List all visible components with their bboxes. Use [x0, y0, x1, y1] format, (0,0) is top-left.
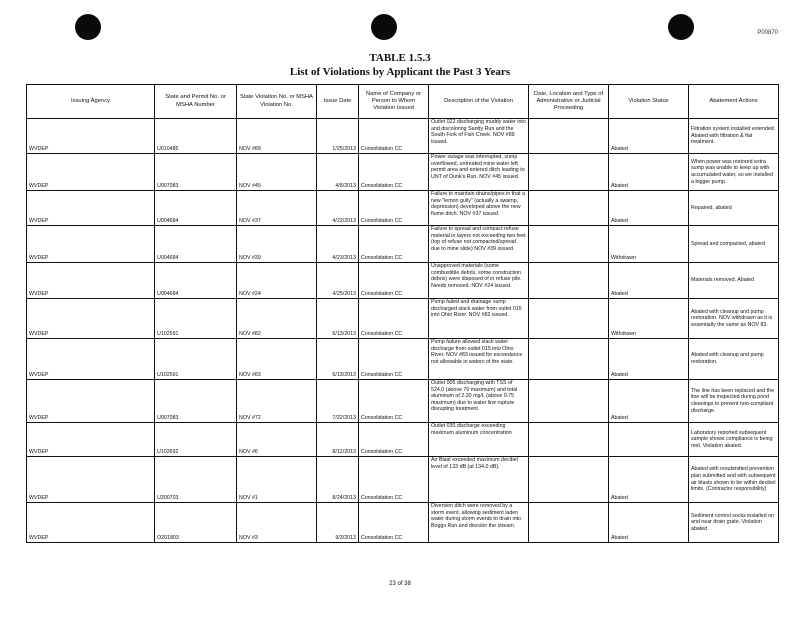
permit-cell: U004684: [155, 226, 237, 263]
company-cell: Consolidation CC: [359, 423, 429, 457]
violation-number-cell: NOV #89: [237, 119, 317, 154]
status-cell: [609, 423, 689, 457]
status-cell: Withdrawn: [609, 226, 689, 263]
permit-cell: U200703: [155, 457, 237, 503]
bates-stamp: P00870: [757, 30, 778, 36]
description-cell: Air Blast exceeded maximum decibel level of 133 dB (at 134.0 dB).: [429, 457, 529, 503]
abatement-cell: Repaired, abated: [689, 191, 779, 226]
abatement-cell: Sediment control socks installed on and near drain grate. Violation abated.: [689, 503, 779, 543]
company-cell: Consolidation CC: [359, 154, 429, 191]
violation-number-cell: NOV #45: [237, 154, 317, 191]
status-cell: Abated: [609, 457, 689, 503]
permit-cell: U010485: [155, 119, 237, 154]
agency-cell: WVDEP: [27, 299, 155, 339]
header-cell: Description of the Violation: [429, 85, 529, 119]
header-cell: State Violation No. or MSHA Violation No.: [237, 85, 317, 119]
violation-number-cell: NOV #82: [237, 299, 317, 339]
abatement-cell: Spread and compacted, abated: [689, 226, 779, 263]
issue-date-cell: 4/22/2013: [317, 191, 359, 226]
abatement-cell: Materials removed. Abated: [689, 263, 779, 299]
permit-cell: U004684: [155, 191, 237, 226]
proceeding-cell: [529, 299, 609, 339]
permit-cell: U004684: [155, 263, 237, 299]
description-cell: Failure to maintain drains/pipes in that a new "lemon gully" (actually a swamp, depression) developed above the new flume ditch. NOV #37 issued.: [429, 191, 529, 226]
violation-number-cell: NOV #39: [237, 226, 317, 263]
proceeding-cell: [529, 380, 609, 423]
status-cell: Abated: [609, 154, 689, 191]
proceeding-cell: [529, 119, 609, 154]
description-cell: Power outage was interrupted, sump overflowed, untreated mine water left permit area and entered ditch leading to UNT of Dunk's Run. NOV #45 issued.: [429, 154, 529, 191]
header-cell: Name of Company or Person to Whom Violation Issued: [359, 85, 429, 119]
violation-number-cell: NOV #1: [237, 457, 317, 503]
table-row: [27, 299, 779, 339]
header-cell: Issuing Agency: [27, 85, 155, 119]
agency-cell: WVDEP: [27, 226, 155, 263]
status-cell: Abated: [609, 380, 689, 423]
agency-cell: WVDEP: [27, 154, 155, 191]
issue-date-cell: 9/3/2013: [317, 503, 359, 543]
permit-cell: O201803: [155, 503, 237, 543]
header-cell: State and Permit No. or MSHA Number: [155, 85, 237, 119]
issue-date-cell: 8/24/2013: [317, 457, 359, 503]
status-cell: Abated: [609, 503, 689, 543]
status-cell: Withdrawn: [609, 299, 689, 339]
description-cell: Pump failure allowed slack water discharge from outlet 015 into Ohio River. NOV #83 issued for exceedance not allowable in waters of the state.: [429, 339, 529, 380]
description-cell: Failure to spread and compact refuse material in layers not exceeding two feet (top of refuse not compacted/spread due to mine slide) NOV #39 issued.: [429, 226, 529, 263]
table-row: [27, 154, 779, 191]
abatement-cell: The line has been replaced and the line will be inspected during pond cleanings to prevent non-compliant discharge.: [689, 380, 779, 423]
description-cell: Pump failed and drainage sump discharged slack water from outlet 015 into Ohio River. NOV #82 issued.: [429, 299, 529, 339]
issue-date-cell: 6/13/2013: [317, 299, 359, 339]
company-cell: Consolidation CC: [359, 263, 429, 299]
issue-date-cell: 4/8/2013: [317, 154, 359, 191]
header-row: [27, 85, 779, 119]
company-cell: Consolidation CC: [359, 226, 429, 263]
header-cell: Date, Location and Type of Administrative or Judicial Proceeding: [529, 85, 609, 119]
issue-date-cell: 1/25/2013: [317, 119, 359, 154]
company-cell: Consolidation CC: [359, 503, 429, 543]
company-cell: Consolidation CC: [359, 299, 429, 339]
violation-number-cell: NOV #6: [237, 423, 317, 457]
description-cell: Diversion ditch were removed by a storm event, allowing sediment laden water during storm events to drain into Boggs Run and discolor the stream.: [429, 503, 529, 543]
abatement-cell: Abated with cleanup and pump restoration. NOV withdrawn as it is essentially the same as NOV 83.: [689, 299, 779, 339]
issue-date-cell: 7/22/2013: [317, 380, 359, 423]
table-row: [27, 226, 779, 263]
company-cell: Consolidation CC: [359, 380, 429, 423]
table-title: TABLE 1.5.3: [369, 52, 431, 64]
status-cell: Abated: [609, 119, 689, 154]
binder-hole-left: [75, 14, 101, 40]
table-row: [27, 380, 779, 423]
issue-date-cell: 4/23/2013: [317, 226, 359, 263]
agency-cell: WVDEP: [27, 423, 155, 457]
issue-date-cell: 6/13/2013: [317, 339, 359, 380]
description-cell: Outlet 022 discharging muddy water into and discoloring Sandy Run and the South Fork of Fish Creek. NOV #89 issued.: [429, 119, 529, 154]
agency-cell: WVDEP: [27, 339, 155, 380]
status-cell: Abated: [609, 263, 689, 299]
status-cell: Abated: [609, 191, 689, 226]
company-cell: Consolidation CC: [359, 457, 429, 503]
header-cell: Violation Status: [609, 85, 689, 119]
issue-date-cell: 8/12/2013: [317, 423, 359, 457]
proceeding-cell: [529, 423, 609, 457]
binder-hole-center: [371, 14, 397, 40]
violation-number-cell: NOV #3: [237, 503, 317, 543]
proceeding-cell: [529, 154, 609, 191]
violation-number-cell: NOV #24: [237, 263, 317, 299]
violation-number-cell: NOV #72: [237, 380, 317, 423]
violation-number-cell: NOV #37: [237, 191, 317, 226]
header-cell: Issue Date: [317, 85, 359, 119]
description-cell: Outlet 005 discharging with TSS of 524.0 (above 70 maximum) and total aluminum of 2.20 mg/L (above 0.75 maximum) due to water line rupture disrupting treatment.: [429, 380, 529, 423]
permit-cell: U007083: [155, 154, 237, 191]
agency-cell: WVDEP: [27, 380, 155, 423]
permit-cell: U102591: [155, 339, 237, 380]
abatement-cell: Abated with resubmitted prevention plan submitted and with subsequent air blasts shown to be within decibel limits. (Contractor responsibility): [689, 457, 779, 503]
permit-cell: U102692: [155, 423, 237, 457]
description-cell: Outlet 030 discharge exceeding maximum aluminum concentration: [429, 423, 529, 457]
proceeding-cell: [529, 191, 609, 226]
issue-date-cell: 4/25/2013: [317, 263, 359, 299]
binder-hole-right: [668, 14, 694, 40]
violations-table: [26, 84, 779, 543]
description-cell: Unapproved materials (some combustible debris, some construction debris) were disposed of in refuse pile. Needs removed. NOV #24 issued.: [429, 263, 529, 299]
table-subtitle: List of Violations by Applicant the Past 3 Years: [289, 66, 511, 78]
table-row: [27, 339, 779, 380]
company-cell: Consolidation CC: [359, 191, 429, 226]
agency-cell: WVDEP: [27, 503, 155, 543]
abatement-cell: Laboratory reported subsequent sample shows compliance is being met. Violation abated.: [689, 423, 779, 457]
proceeding-cell: [529, 263, 609, 299]
table-row: [27, 119, 779, 154]
agency-cell: WVDEP: [27, 119, 155, 154]
proceeding-cell: [529, 339, 609, 380]
violation-number-cell: NOV #83: [237, 339, 317, 380]
page-number: 23 of 38: [389, 581, 411, 587]
status-cell: Abated: [609, 339, 689, 380]
header-cell: Abatement Actions: [689, 85, 779, 119]
proceeding-cell: [529, 226, 609, 263]
permit-cell: U102591: [155, 299, 237, 339]
table-row: [27, 423, 779, 457]
agency-cell: WVDEP: [27, 457, 155, 503]
company-cell: Consolidation CC: [359, 119, 429, 154]
company-cell: Consolidation CC: [359, 339, 429, 380]
permit-cell: U007083: [155, 380, 237, 423]
table-row: [27, 503, 779, 543]
table-row: [27, 457, 779, 503]
table-row: [27, 263, 779, 299]
table-row: [27, 191, 779, 226]
proceeding-cell: [529, 457, 609, 503]
abatement-cell: Abated with cleanup and pump restoration.: [689, 339, 779, 380]
abatement-cell: When power was restored extra sump was unable to keep up with accumulated water, so we installed a bigger pump.: [689, 154, 779, 191]
agency-cell: WVDEP: [27, 263, 155, 299]
proceeding-cell: [529, 503, 609, 543]
agency-cell: WVDEP: [27, 191, 155, 226]
abatement-cell: Filtration system installed extended. Abated with filtration & flat treatment.: [689, 119, 779, 154]
